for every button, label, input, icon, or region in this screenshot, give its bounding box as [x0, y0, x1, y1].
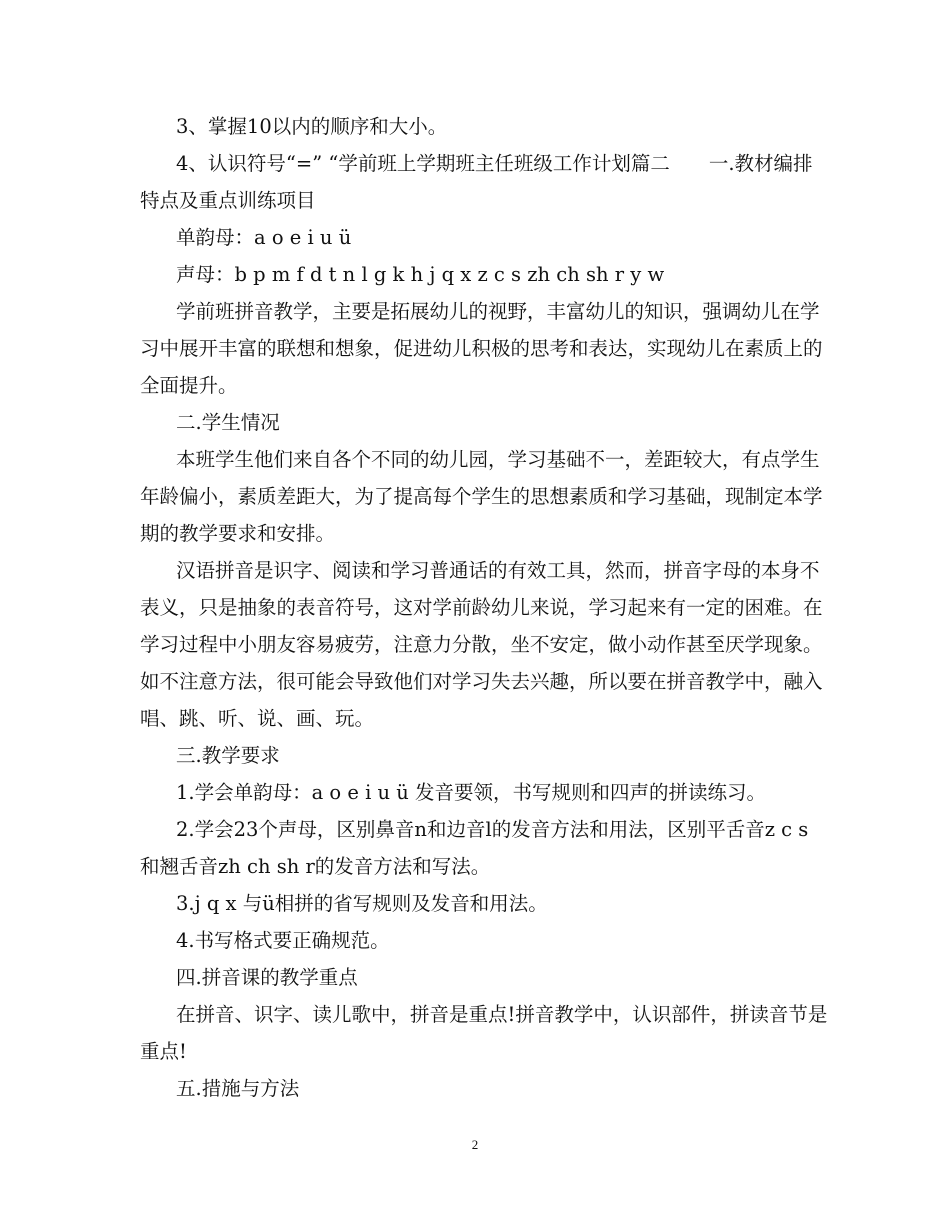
text-line: 如不注意方法，很可能会导致他们对学习失去兴趣，所以要在拼音教学中，融入	[140, 670, 823, 693]
text-line: 期的教学要求和安排。	[140, 522, 336, 545]
text-line: 和翘舌音zh ch sh r的发音方法和写法。	[140, 855, 491, 878]
text-line: 汉语拼音是识字、阅读和学习普通话的有效工具，然而，拼音字母的本身不	[176, 559, 820, 582]
document-body	[140, 108, 828, 1107]
text-line: 特点及重点训练项目	[140, 189, 316, 212]
list-item: 4.书写格式要正确规范。	[176, 929, 390, 952]
list-item: 1.学会单韵母：a o e i u ü 发音要领，书写规则和四声的拼读练习。	[176, 781, 767, 804]
section-heading: 四.拼音课的教学重点	[176, 966, 358, 989]
text-line: 在拼音、识字、读儿歌中，拼音是重点!拼音教学中，认识部件，拼读音节是	[176, 1003, 828, 1026]
text-line: 4、认识符号“=” “学前班上学期班主任班级工作计划篇二 一.教材编排	[176, 152, 813, 175]
text-line: 全面提升。	[140, 374, 238, 397]
text-line: 重点!	[140, 1040, 187, 1063]
page-number: 2	[471, 1137, 479, 1152]
list-item: 3.j q x 与ü相拼的省写规则及发音和用法。	[176, 892, 548, 915]
text-line: 表义，只是抽象的表音符号，这对学前龄幼儿来说，学习起来有一定的困难。在	[140, 596, 823, 619]
section-heading: 五.措施与方法	[176, 1077, 300, 1100]
section-heading: 三.教学要求	[176, 744, 280, 767]
text-line: 声母：b p m f d t n l g k h j q x z c s zh ch sh r y w	[176, 263, 665, 286]
list-item: 2.学会23个声母，区别鼻音n和边音l的发音方法和用法，区别平舌音z c s	[176, 818, 809, 841]
text-line: 3、掌握10以内的顺序和大小。	[176, 115, 448, 138]
text-line: 本班学生他们来自各个不同的幼儿园，学习基础不一，差距较大，有点学生	[176, 448, 820, 471]
section-heading: 二.学生情况	[176, 411, 280, 434]
text-line: 唱、跳、听、说、画、玩。	[140, 707, 375, 730]
text-line: 年龄偏小，素质差距大，为了提高每个学生的思想素质和学习基础，现制定本学	[140, 485, 823, 508]
text-line: 学习过程中小朋友容易疲劳，注意力分散，坐不安定，做小动作甚至厌学现象。	[140, 633, 823, 656]
text-line: 单韵母：a o e i u ü	[176, 226, 352, 249]
text-line: 习中展开丰富的联想和想象，促进幼儿积极的思考和表达，实现幼儿在素质上的	[140, 337, 823, 360]
text-line: 学前班拼音教学，主要是拓展幼儿的视野，丰富幼儿的知识，强调幼儿在学	[176, 300, 820, 323]
